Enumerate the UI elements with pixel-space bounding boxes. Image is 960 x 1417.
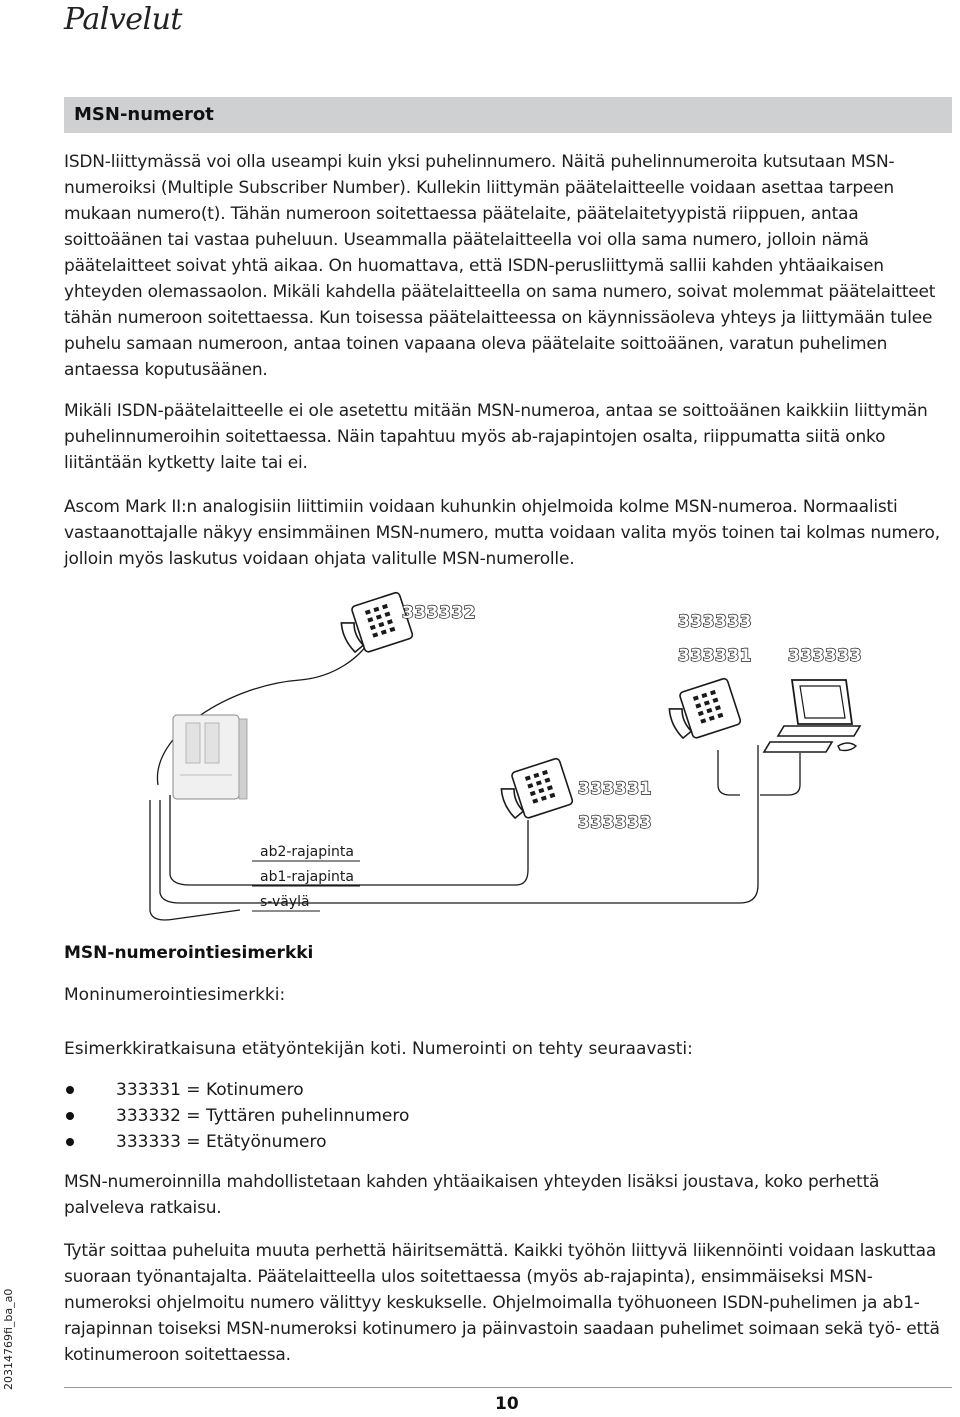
msn-number-office-phone-2: 333331: [678, 646, 752, 666]
telephone-icon: [336, 592, 413, 658]
bullet-icon: [66, 1138, 74, 1146]
paragraph-msn-intro: ISDN-liittymässä voi olla useampi kuin yksi puhelinnumero. Näitä puhelinnumeroita kutsutaan MSN-numeroiksi (Multiple Subscriber Number). Kullekin liittymän päätelaitteelle voidaan asettaa tarpeen mukaan numero(t). Tähän numeroon soitettaessa päätelaite, päätelaitetyypistä riippuen, antaa soittoäänen tai vastaa puheluun. Useammalla päätelaitteella voi olla sama numero, jolloin nämä päätelaitteet soivat yhtä aikaa. On huomattava, että ISDN-perusliittymä sallii kahden yhtäaikaisen yhteyden olemassaolon. Mikäli kahdella päätelaitteella on sama numero, soivat molemmat päätelaitteet tähän numeroon soitettaessa. Kun toisessa päätelaitteessa on käynnissäoleva yhteys ja liittymään tulee puhelu samaan numeroon, antaa toinen vapaana oleva päätelaite soittoäänen, varatun puhelimen antaessa koputusäänen.: [64, 152, 936, 380]
paragraph-analog-ports: Ascom Mark II:n analogisiin liittimiin voidaan kuhunkin ohjelmoida kolme MSN-numeroa. Normaalisti vastaanottajalle näkyy ensimmäinen MSN-numero, mutta voidaan valita myös toinen tai kolmas numero, jolloin myös laskutus voidaan ohjata valitulle MSN-numerolle.: [64, 497, 940, 569]
section-header-bar: [64, 97, 952, 133]
line-s-bus-office: [160, 745, 758, 903]
interface-label-ab1: ab1-rajapinta: [260, 869, 354, 885]
msn-number-home-phone-1: 333331: [578, 779, 652, 799]
telephone-icon: [496, 758, 573, 824]
network-terminal-icon: [173, 715, 247, 799]
numbering-list: [64, 1077, 409, 1155]
interface-label-s-bus: s-väylä: [260, 894, 310, 910]
interface-label-ab2: ab2-rajapinta: [260, 844, 354, 860]
paragraph-daughter-calls: Tytär soittaa puheluita muuta perhettä häiritsemättä. Kaikki työhön liittyvä liikennöinti voidaan laskuttaa suoraan työnantajalta. Päätelaitteella ulos soitettaessa (myös ab-rajapinta), ensimmäiseksi MSN-numeroksi ohjelmoitu numero välittyy keskukselle. Ohjelmoimalla työhuoneen ISDN-puhelimen ja ab1-rajapinnan toiseksi MSN-numeroksi kotinumero ja päinvastoin saadaan puhelimet soimaan sekä työ- että kotinumeroon soitettaessa.: [64, 1241, 940, 1365]
footer-divider: [64, 1387, 952, 1388]
page-number: 10: [495, 1394, 519, 1414]
example-heading: MSN-numerointiesimerkki: [64, 943, 314, 963]
paragraph-family-solution: MSN-numeroinnilla mahdollistetaan kahden yhtäaikaisen yhteyden lisäksi joustava, koko perhettä palveleva ratkaisu.: [64, 1172, 880, 1218]
list-item: 333333 = Etätyönumero: [64, 1129, 409, 1155]
example-subtitle: Moninumerointiesimerkki:: [64, 985, 286, 1005]
telephone-icon: [664, 678, 741, 744]
msn-number-computer: 333333: [788, 646, 862, 666]
example-intro: Esimerkkiratkaisuna etätyöntekijän koti. Numerointi on tehty seuraavasti:: [64, 1039, 693, 1059]
paragraph-no-msn: Mikäli ISDN-päätelaitteelle ei ole asetettu mitään MSN-numeroa, antaa se soittoäänen kaikkiin liittymän puhelinnumeroihin soitettaessa. Näin tapahtuu myös ab-rajapintojen osalta, riippumatta siitä onko liitäntään kytketty laite tai ei.: [64, 401, 928, 473]
document-code: 20314769fi_ba_a0: [2, 1288, 15, 1390]
msn-number-daughter: 333332: [402, 603, 476, 623]
line-s-bus-label: [150, 800, 240, 920]
bullet-icon: [66, 1086, 74, 1094]
page-header-title: Palvelut: [64, 2, 182, 37]
list-item: 333332 = Tyttären puhelinnumero: [64, 1103, 409, 1129]
section-title: MSN-numerot: [74, 104, 214, 125]
list-item: 333331 = Kotinumero: [64, 1077, 409, 1103]
msn-number-home-phone-2: 333333: [578, 813, 652, 833]
msn-number-office-phone-1: 333333: [678, 612, 752, 632]
computer-icon: [764, 680, 860, 752]
bullet-icon: [66, 1112, 74, 1120]
msn-network-diagram: [0, 585, 960, 925]
